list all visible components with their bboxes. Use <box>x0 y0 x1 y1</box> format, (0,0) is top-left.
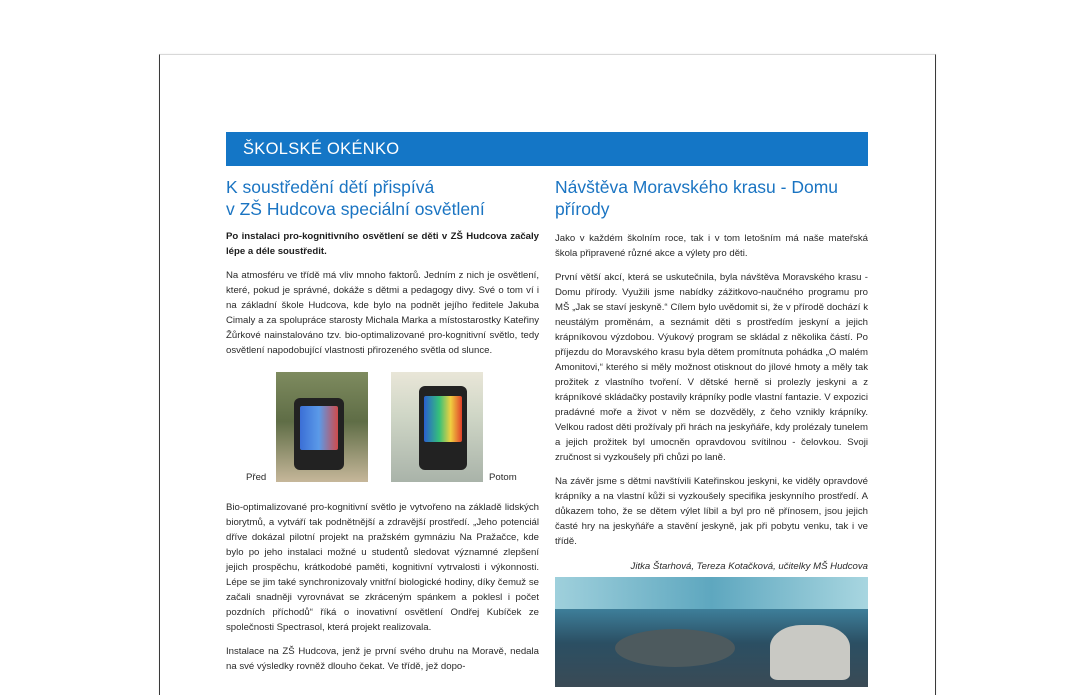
photo-after <box>391 372 483 482</box>
article-signature: Jitka Štarhová, Tereza Kotačková, učitelky MŠ Hudcova <box>630 561 868 572</box>
fish-shape <box>615 629 735 667</box>
left-paragraph-1: Na atmosféru ve třídě má vliv mnoho faktorů. Jedním z nich je osvětlení, které, pokud je správné, dokáže s dětmi a pedagogy divy. Své o tom ví i na základní škole Hudcova, kde bylo na podnět jejího ředitele Jakuba Cimaly a za spolupráce starosty Michala Marka a místostarostky Kateřiny Žůrkové nainstalováno tzv. bio-optimalizované pro-kognitivní světlo, tedy osvětlení napodobující vlastnosti přirozeného světla od slunce. <box>226 270 539 356</box>
left-article <box>226 176 539 674</box>
right-article <box>555 176 868 574</box>
right-title-line2: přírody <box>555 199 610 219</box>
left-lead-paragraph: Po instalaci pro-kognitivního osvětlení se děti v ZŠ Hudcova začaly lépe a déle soustředit. <box>226 231 539 257</box>
aquarium-photo <box>555 577 868 687</box>
aquarium-window <box>555 577 868 609</box>
right-paragraph-2: První větší akcí, která se uskutečnila, byla návštěva Moravského krasu - Domu přírody. Využili jsme nabídky zážitkovo-naučného programu pro MŠ „Jak se staví jeskyně.“ Cílem bylo uvědomit si, že v přírodě dochází k neustálým proměnám, a seznámit děti s prostředím jeskyní a jejich krápníkovou výzdobou. Výukový program se skládal z několika částí. Po příjezdu do Moravského krasu byla dětem promítnuta pohádka „O malém Amonitovi,“ kterého si měly možnost otisknout do jílové hmoty a měly tak prožitek z vlastního tvoření. V dětské herně si prolezly jeskyni a z krápníkové skládačky postavily krápníky podle vlastní fantazie. V expozici pradávné moře a život v něm se dozvěděly, z čeho vznikly krápníky. Velkou radost děti prožívaly při hrách na jeskyňáře, kdy prolézaly tunelem a jejich prožitek byl umocněn opravdovou svítilnou - čelovkou. Svoji zručnost si vyzkoušely při chůzi po laně. <box>555 272 868 463</box>
left-paragraph-2: Bio-optimalizované pro-kognitivní světlo je vytvořeno na základě lidských biorytmů, a vytváří tak podnětnější a zdravější prostředí. „Jeho potenciál dříve dokázal pilotní projekt na pražském gymnáziu Na Pražačce, kde bylo po jeho instalaci možné u studentů sledovat významné zlepšení jejich prospěchu, krátkodobé paměti, kognitivní vytrvalosti i výkonnosti. Lépe se jim také synchronizovaly vnitřní biologické hodiny, díky čemuž se začali snadněji vyrovnávat se zkráceným spánkem a poklesl i počet pozdních příchodů“ říká o inovativní osvětlení Ondřej Kubíček ze společnosti Spectrasol, která projekt realizovala. <box>226 502 539 633</box>
caption-after: Potom <box>489 472 517 483</box>
left-title-line2: v ZŠ Hudcova speciální osvětlení <box>226 199 485 219</box>
left-paragraph-3: Instalace na ZŠ Hudcova, jenž je první svého druhu na Moravě, nedala na své výsledky rovněž dlouho čekat. Ve třídě, jež dopo- <box>226 646 539 672</box>
left-title-line1: K soustředění dětí přispívá <box>226 177 435 197</box>
light-meter-device <box>294 398 344 470</box>
device-screen <box>424 396 462 442</box>
right-paragraph-3: Na závěr jsme s dětmi navštívili Kateřinskou jeskyni, ke viděly opravdové krápníky a na vlastní kůži si vyzkoušely specifika jeskynního prostředí. A důkazem toho, že se dětem výlet líbil a byl pro ně přínosem, jsou jejich časté hry na jeskyňáře a stavění jeskyně, jak při pobytu venku, tak i ve třídě. <box>555 476 868 547</box>
photo-before <box>276 372 368 482</box>
device-screen <box>300 406 338 450</box>
right-title-line1: Návštěva Moravského krasu - Domu <box>555 177 839 197</box>
light-meter-device <box>419 386 467 470</box>
before-after-photos <box>226 372 539 490</box>
section-banner: ŠKOLSKÉ OKÉNKO <box>226 132 868 166</box>
fish-sculpture <box>770 625 850 680</box>
left-article-title <box>226 176 539 220</box>
right-paragraph-1: Jako v každém školním roce, tak i v tom letošním má naše mateřská škola připravené různé akce a výlety pro děti. <box>555 233 868 259</box>
caption-before: Před <box>246 472 267 483</box>
right-article-title <box>555 176 868 220</box>
